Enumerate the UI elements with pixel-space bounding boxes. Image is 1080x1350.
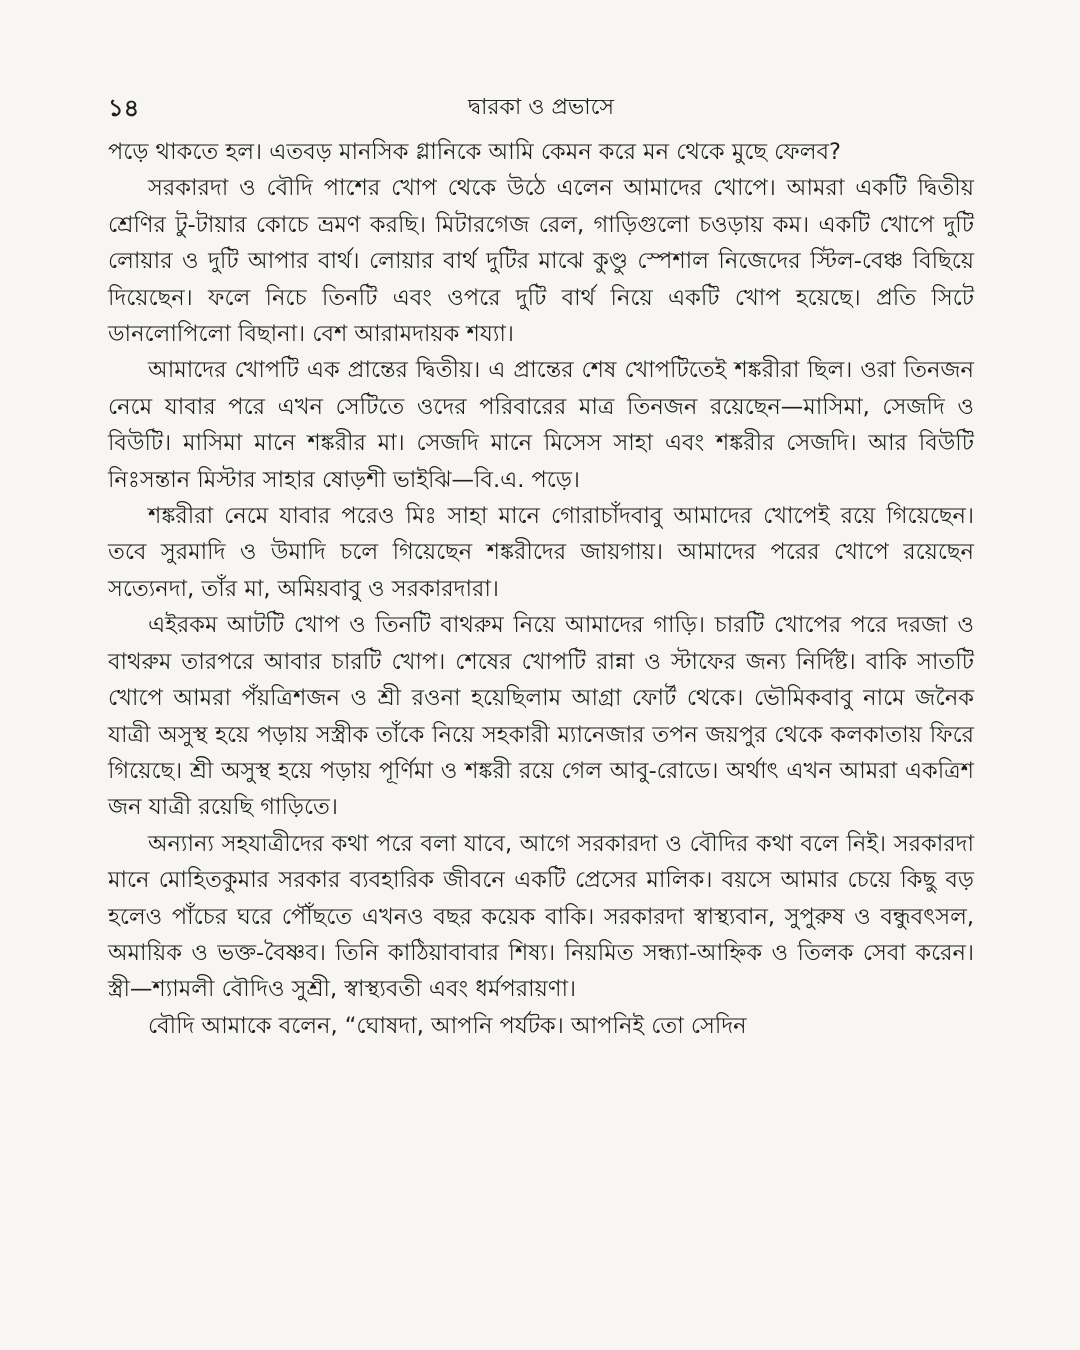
book-page: [108, 84, 974, 1044]
page-header: [108, 84, 974, 124]
paragraph-2: সরকারদা ও বৌদি পাশের খোপ থেকে উঠে এলেন আমাদের খোপে। আমরা একটি দ্বিতীয় শ্রেণির টু-টায়ার কোচে ভ্রমণ করছি। মিটারগেজ রেল, গাড়িগুলো চওড়ায় কম। একটি খোপে দুটি লোয়ার ও দুটি আপার বার্থ। লোয়ার বার্থ দুটির মাঝে কুণ্ডু স্পেশাল নিজেদের স্টিল-বেঞ্চ বিছিয়ে দিয়েছেন। ফলে নিচে তিনটি এবং ওপরে দুটি বার্থ নিয়ে একটি খোপ হয়েছে। প্রতি সিটে ডানলোপিলো বিছানা। বেশ আরামদায়ক শয্যা।: [108, 175, 974, 348]
paragraph-4: শঙ্করীরা নেমে যাবার পরেও মিঃ সাহা মানে গোরাচাঁদবাবু আমাদের খোপেই রয়ে গিয়েছেন। তবে সুরমাদি ও উমাদি চলে গিয়েছেন শঙ্করীদের জায়গায়। আমাদের পরের খোপে রয়েছেন সত্যেনদা, তাঁর মা, অমিয়বাবু ও সরকারদারা।: [108, 503, 974, 602]
page-number: ১৪: [108, 94, 140, 122]
paragraph-7: বৌদি আমাকে বলেন, “ঘোষদা, আপনি পর্যটক। আপনিই তো সেদিন: [148, 1012, 747, 1039]
paragraph-1: পড়ে থাকতে হল। এতবড় মানসিক গ্লানিকে আমি কেমন করে মন থেকে মুছে ফেলব?: [108, 139, 841, 165]
paragraph-3: আমাদের খোপটি এক প্রান্তের দ্বিতীয়। এ প্রান্তের শেষ খোপটিতেই শঙ্করীরা ছিল। ওরা তিনজন নেমে যাবার পরে এখন সেটিতে ওদের পরিবারের মাত্র তিনজন রয়েছেন—মাসিমা, সেজদি ও বিউটি। মাসিমা মানে শঙ্করীর মা। সেজদি মানে মিসেস সাহা এবং শঙ্করীর সেজদি। আর বিউটি নিঃসন্তান মিস্টার সাহার ষোড়শী ভাইঝি—বি.এ. পড়ে।: [108, 357, 974, 493]
body-text: [108, 134, 974, 1044]
running-title: দ্বারকা ও প্রভাসে: [467, 95, 615, 120]
paragraph-5: এইরকম আটটি খোপ ও তিনটি বাথরুম নিয়ে আমাদের গাড়ি। চারটি খোপের পরে দরজা ও বাথরুম তারপরে আবার চারটি খোপ। শেষের খোপটি রান্না ও স্টাফের জন্য নির্দিষ্ট। বাকি সাতটি খোপে আমরা পঁয়ত্রিশজন ও শ্রী রওনা হয়েছিলাম আগ্রা ফোর্ট থেকে। ভৌমিকবাবু নামে জনৈক যাত্রী অসুস্থ হয়ে পড়ায় সস্ত্রীক তাঁকে নিয়ে সহকারী ম্যানেজার তপন জয়পুর থেকে কলকাতায় ফিরে গিয়েছে। শ্রী অসুস্থ হয়ে পড়ায় পূর্ণিমা ও শঙ্করী রয়ে গেল আবু-রোডে। অর্থাৎ এখন আমরা একত্রিশ জন যাত্রী রয়েছি গাড়িতে।: [108, 612, 974, 821]
paragraph-6: অন্যান্য সহযাত্রীদের কথা পরে বলা যাবে, আগে সরকারদা ও বৌদির কথা বলে নিই। সরকারদা মানে মোহিতকুমার সরকার ব্যবহারিক জীবনে একটি প্রেসের মালিক। বয়সে আমার চেয়ে কিছু বড় হলেও পাঁচের ঘরে পৌঁছতে এখনও বছর কয়েক বাকি। সরকারদা স্বাস্থ্যবান, সুপুরুষ ও বন্ধুবৎসল, অমায়িক ও ভক্ত-বৈষ্ণব। তিনি কাঠিয়াবাবার শিষ্য। নিয়মিত সন্ধ্যা-আহ্নিক ও তিলক সেবা করেন। স্ত্রী—শ্যামলী বৌদিও সুশ্রী, স্বাস্থ্যবতী এবং ধর্মপরায়ণা।: [108, 830, 974, 1003]
